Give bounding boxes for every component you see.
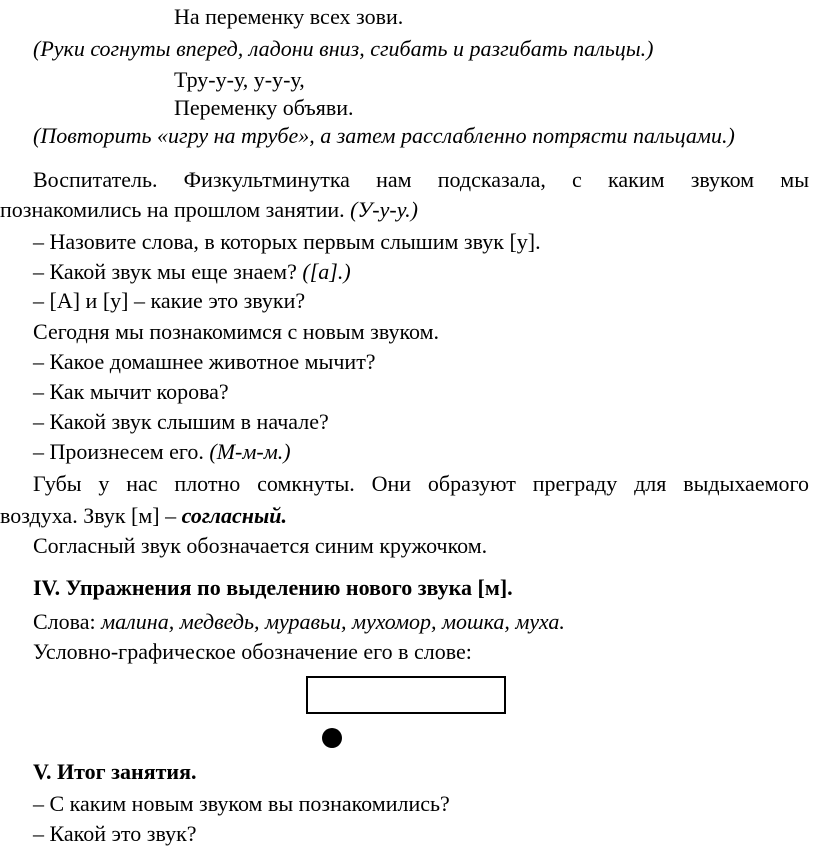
question-2	[33, 258, 816, 286]
words-label: Слова:	[33, 609, 96, 634]
term-consonant: согласный.	[181, 503, 287, 528]
paragraph-text: познакомились на прошлом занятии.	[0, 197, 345, 222]
question-3: – [А] и [у] – какие это звуки?	[33, 288, 306, 313]
question-6: – Какой звук слышим в начале?	[33, 409, 329, 434]
question-text: – Какой звук мы еще знаем?	[33, 259, 297, 284]
poem-line-1: На переменку всех зови.	[174, 4, 404, 29]
scheme-label: Условно-графическое обозначение его в слове:	[33, 639, 472, 664]
paragraph-teacher-line-1: Воспитатель. Физкультминутка нам подсказала, с каким звуком мы	[33, 167, 809, 192]
answer-text: (М-м-м.)	[209, 439, 291, 464]
summary-question-1: – С каким новым звуком вы познакомились?	[33, 791, 450, 816]
question-4: – Какое домашнее животное мычит?	[33, 349, 376, 374]
section-4-heading: IV. Упражнения по выделению нового звука [м].	[33, 575, 513, 600]
statement-2: Согласный звук обозначается синим кружочком.	[33, 533, 488, 558]
statement-1: Сегодня мы познакомимся с новым звуком.	[33, 319, 440, 344]
question-1: – Назовите слова, в которых первым слышим звук [у].	[33, 229, 541, 254]
paragraph-text: воздуха. Звук [м] –	[0, 503, 177, 528]
paragraph-lips-line-1: Губы у нас плотно сомкнуты. Они образуют преграду для выдыхаемого	[33, 471, 809, 496]
question-text: – Произнесем его.	[33, 439, 204, 464]
consonant-circle-icon	[322, 728, 342, 748]
question-5: – Как мычит корова?	[33, 379, 229, 404]
poem-remark-1: (Руки согнуты вперед, ладони вниз, сгибать и разгибать пальцы.)	[33, 36, 654, 61]
poem-line-2: Тру-у-у, у-у-у,	[174, 67, 305, 92]
poem-remark-2: (Повторить «игру на трубе», а затем расслабленно потрясти пальцами.)	[33, 123, 735, 148]
summary-question-2: – Какой это звук?	[33, 821, 197, 846]
question-7	[33, 438, 816, 466]
poem-line-3: Переменку объяви.	[174, 95, 354, 120]
paragraph-teacher-line-2	[0, 196, 816, 224]
words-line	[33, 608, 816, 636]
word-scheme-rectangle	[306, 676, 506, 714]
section-5-heading: V. Итог занятия.	[33, 759, 197, 784]
answer-text: (У-у-у.)	[350, 197, 418, 222]
paragraph-lips-line-2	[0, 502, 816, 530]
answer-text: ([а].)	[302, 259, 351, 284]
words-list: малина, медведь, муравьи, мухомор, мошка, муха.	[101, 609, 565, 634]
